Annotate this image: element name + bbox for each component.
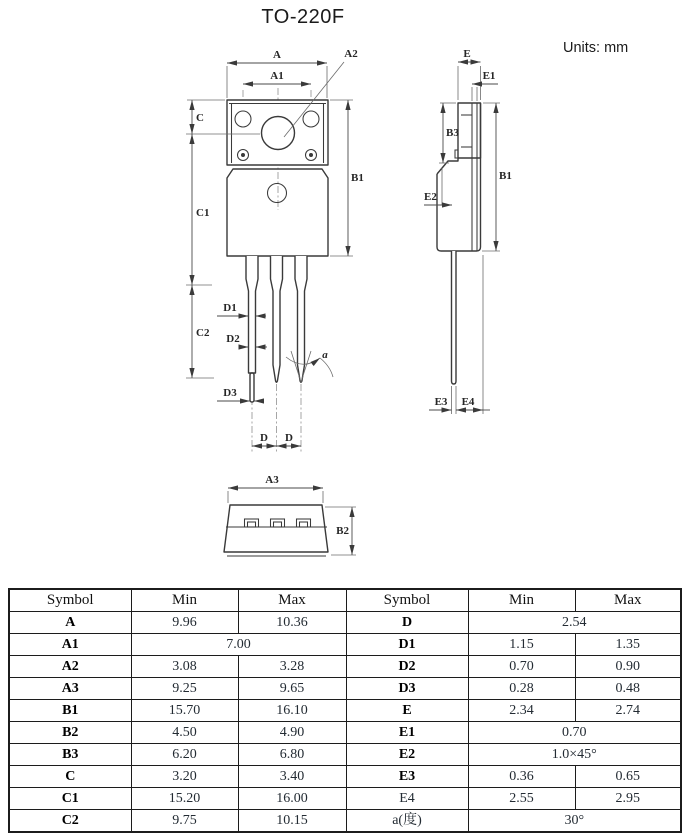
table-row [9,656,681,678]
table-row [9,700,681,722]
max-cell: 4.90 [238,722,346,744]
dim-label-e: E [463,48,471,60]
front-body-outline [227,169,328,256]
max-cell: 16.00 [238,788,346,810]
max-cell: 2.95 [575,788,681,810]
table-row [9,766,681,788]
symbol-cell: D2 [346,656,468,678]
header-symbol-left: Symbol [9,589,131,612]
symbol-cell: a(度) [346,810,468,833]
dim-label-e1: E1 [482,70,496,82]
max-cell: 9.65 [238,678,346,700]
dim-label-e4: E4 [461,396,475,408]
symbol-cell: A3 [9,678,131,700]
min-cell: 0.28 [468,678,575,700]
max-cell: 0.48 [575,678,681,700]
page-title: TO-220F [261,6,345,28]
side-view [424,48,512,414]
lead-2 [271,256,283,382]
side-lead [452,251,457,384]
front-view [186,48,364,452]
front-leads [246,256,307,402]
dim-label-a2: A2 [344,48,358,60]
symbol-cell: E [346,700,468,722]
dim-label-d3: D3 [223,387,237,399]
merged-value-cell: 30° [468,810,681,833]
symbol-cell: A2 [9,656,131,678]
table-row [9,810,681,833]
dim-label-alpha: a [322,349,328,361]
dim-label-b1-side: B1 [499,170,512,182]
lead-1 [246,256,258,373]
min-cell: 9.96 [131,612,238,634]
min-cell: 0.36 [468,766,575,788]
merged-value-cell: 0.70 [468,722,681,744]
symbol-cell: E3 [346,766,468,788]
max-cell: 0.65 [575,766,681,788]
dim-label-e2: E2 [424,191,437,203]
min-cell: 3.20 [131,766,238,788]
symbol-cell: B3 [9,744,131,766]
dim-label-d-right: D [285,432,293,444]
min-cell: 3.08 [131,656,238,678]
dim-label-e3: E3 [434,396,448,408]
dim-label-d2: D2 [226,333,240,345]
min-cell: 6.20 [131,744,238,766]
table-row [9,612,681,634]
min-cell: 15.70 [131,700,238,722]
min-cell: 9.25 [131,678,238,700]
dim-label-c2: C2 [196,327,210,339]
dim-label-a1: A1 [270,70,284,82]
max-cell: 3.28 [238,656,346,678]
merged-value-cell: 7.00 [131,634,346,656]
table-row [9,744,681,766]
symbol-cell: E4 [346,788,468,810]
max-cell: 6.80 [238,744,346,766]
symbol-cell: E2 [346,744,468,766]
table-row [9,722,681,744]
dim-label-b1-front: B1 [351,172,364,184]
lead-1-tip [250,373,254,402]
symbol-cell: D [346,612,468,634]
chamfer-edge [437,158,458,174]
min-cell: 4.50 [131,722,238,744]
front-tab-outline [227,100,328,165]
merged-value-cell: 2.54 [468,612,681,634]
header-min-left: Min [131,589,238,612]
units-label: Units: mm [563,40,629,56]
dim-label-b3: B3 [446,127,459,139]
symbol-cell: C2 [9,810,131,833]
max-cell: 3.40 [238,766,346,788]
body-hole [268,184,287,203]
symbol-cell: B2 [9,722,131,744]
min-cell: 2.34 [468,700,575,722]
table-row [9,788,681,810]
header-min-right: Min [468,589,575,612]
max-cell: 1.35 [575,634,681,656]
symbol-cell: A [9,612,131,634]
header-max-left: Max [238,589,346,612]
side-outline [437,103,481,384]
min-cell: 1.15 [468,634,575,656]
lead-angle-annotation [286,349,333,382]
dim-label-c: C [196,112,204,124]
symbol-cell: D3 [346,678,468,700]
dim-label-c1: C1 [196,207,210,219]
dim-label-a: A [273,49,281,61]
table-row [9,634,681,656]
header-symbol-right: Symbol [346,589,468,612]
symbol-cell: E1 [346,722,468,744]
min-cell: 15.20 [131,788,238,810]
symbol-cell: B1 [9,700,131,722]
bottom-view [224,474,356,556]
symbol-cell: D1 [346,634,468,656]
dim-label-b2: B2 [336,525,349,537]
max-cell: 10.15 [238,810,346,833]
merged-value-cell: 1.0×45° [468,744,681,766]
min-cell: 9.75 [131,810,238,833]
symbol-cell: A1 [9,634,131,656]
bottom-outline [224,505,328,556]
min-cell: 2.55 [468,788,575,810]
max-cell: 2.74 [575,700,681,722]
header-max-right: Max [575,589,681,612]
max-cell: 10.36 [238,612,346,634]
max-cell: 16.10 [238,700,346,722]
symbol-cell: C [9,766,131,788]
table-row [9,678,681,700]
min-cell: 0.70 [468,656,575,678]
table-header-row [9,589,681,612]
symbol-cell: C1 [9,788,131,810]
max-cell: 0.90 [575,656,681,678]
dim-label-d-left: D [260,432,268,444]
dimension-table [8,588,682,833]
dim-label-d1: D1 [223,302,237,314]
dim-label-a3: A3 [265,474,279,486]
